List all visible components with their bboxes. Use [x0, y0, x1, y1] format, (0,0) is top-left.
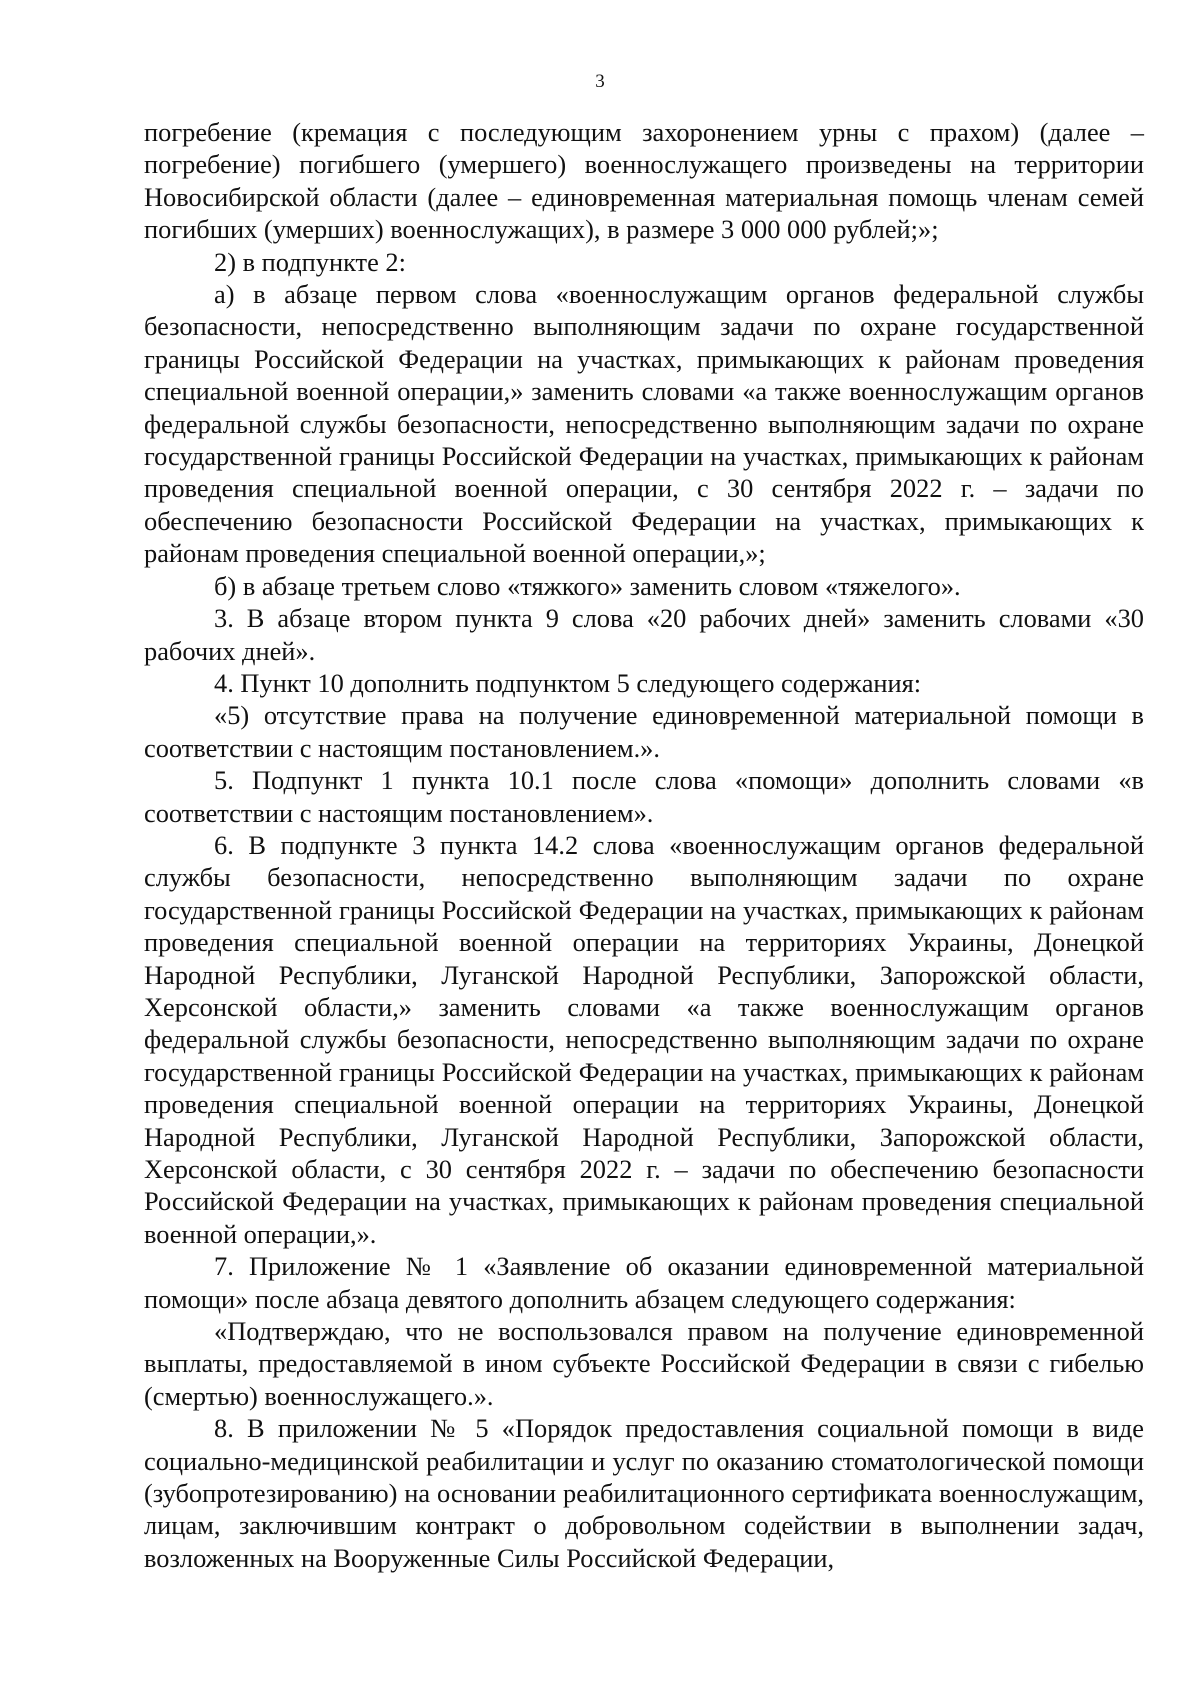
paragraph: 3. В абзаце втором пункта 9 слова «20 рабочих дней» заменить словами «30 рабочих дней». — [144, 603, 1144, 666]
paragraph: 8. В приложении № 5 «Порядок предоставления социальной помощи в виде социально-медицинской реабилитации и услуг по оказанию стоматологической помощи (зубопротезированию) на основании реабилитационного сертификата военнослужащим, лицам, заключившим контракт о добровольном содействии в выполнении задач, возложенных на Вооруженные Силы Российской Федерации, — [144, 1413, 1144, 1573]
page-number: 3 — [595, 71, 605, 92]
paragraph: «5) отсутствие права на получение единовременной материальной помощи в соответствии с настоящим постановлением.». — [144, 700, 1144, 763]
paragraph: 4. Пункт 10 дополнить подпунктом 5 следующего содержания: — [214, 667, 922, 698]
paragraph: 2) в подпункте 2: — [214, 246, 406, 277]
paragraph: погребение (кремация с последующим захоронением урны с прахом) (далее – погребение) погибшего (умершего) военнослужащего произведены на территории Новосибирской области (далее – единовременная материальная помощь членам семей погибших (умерших) военнослужащих), в размере 3 000 000 рублей;»; — [144, 117, 1144, 245]
paragraph: 7. Приложение № 1 «Заявление об оказании единовременной материальной помощи» после абзаца девятого дополнить абзацем следующего содержания: — [144, 1251, 1144, 1314]
paragraph: а) в абзаце первом слова «военнослужащим органов федеральной службы безопасности, непосредственно выполняющим задачи по охране государственной границы Российской Федерации на участках, примыкающих к районам проведения специальной военной операции,» заменить словами «а также военнослужащим органов федеральной службы безопасности, непосредственно выполняющим задачи по охране государственной границы Российской Федерации на участках, примыкающих к районам проведения специальной военной операции, с 30 сентября 2022 г. – задачи по обеспечению безопасности Российской Федерации на участках, примыкающих к районам проведения специальной военной операции,»; — [144, 279, 1144, 569]
paragraph: «Подтверждаю, что не воспользовался правом на получение единовременной выплаты, предоставляемой в ином субъекте Российской Федерации в связи с гибелью (смертью) военнослужащего.». — [144, 1316, 1144, 1411]
paragraph: 5. Подпункт 1 пункта 10.1 после слова «помощи» дополнить словами «в соответствии с настоящим постановлением». — [144, 765, 1144, 828]
document-body — [144, 116, 1144, 1574]
paragraph: 6. В подпункте 3 пункта 14.2 слова «военнослужащим органов федеральной службы безопасности, непосредственно выполняющим задачи по охране государственной границы Российской Федерации на участках, примыкающих к районам проведения специальной военной операции на территориях Украины, Донецкой Народной Республики, Луганской Народной Республики, Запорожской области, Херсонской области,» заменить словами «а также военнослужащим органов федеральной службы безопасности, непосредственно выполняющим задачи по охране государственной границы Российской Федерации на участках, примыкающих к районам проведения специальной военной операции на территориях Украины, Донецкой Народной Республики, Луганской Народной Республики, Запорожской области, Херсонской области, с 30 сентября 2022 г. – задачи по обеспечению безопасности Российской Федерации на участках, примыкающих к районам проведения специальной военной операции,». — [144, 829, 1144, 1249]
paragraph: б) в абзаце третьем слово «тяжкого» заменить словом «тяжелого». — [214, 570, 961, 601]
